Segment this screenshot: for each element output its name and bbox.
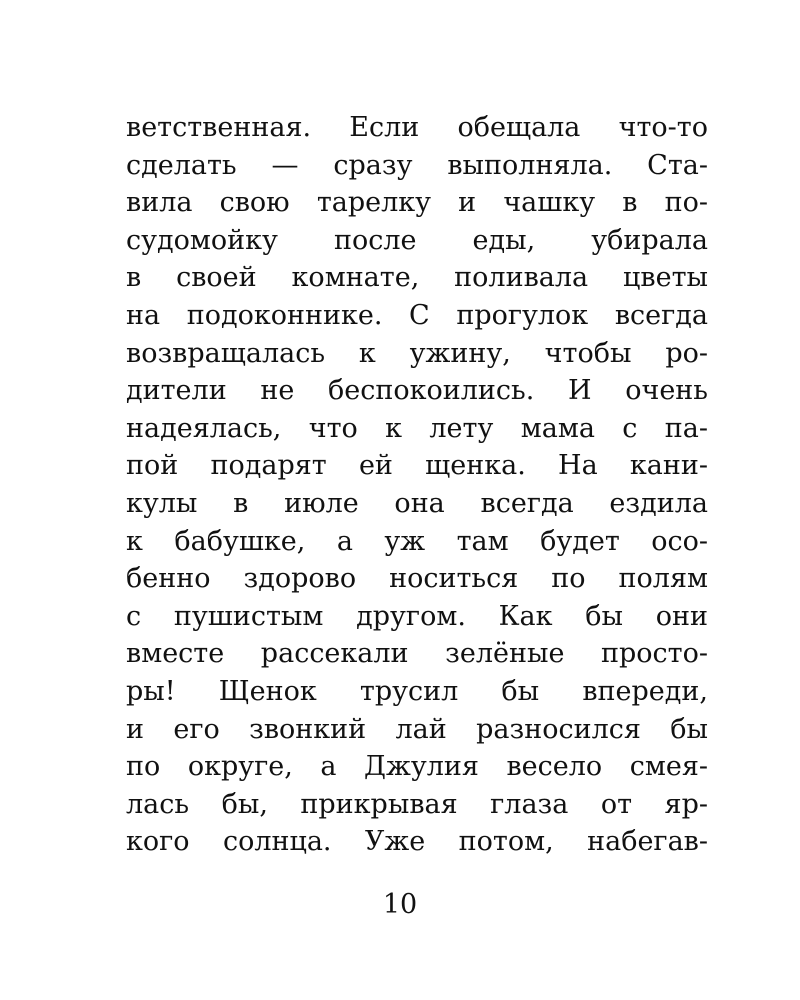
- text-line: ры! Щенок трусил бы впереди,: [126, 675, 708, 707]
- text-line: на подоконнике. С прогулок всегда: [126, 299, 708, 331]
- text-line: вила свою тарелку и чашку в по-: [126, 187, 708, 219]
- text-line: кулы в июле она всегда ездила: [126, 487, 708, 519]
- text-line: и его звонкий лай разносился бы: [126, 713, 708, 745]
- body-text: [126, 109, 708, 861]
- text-line: кого солнца. Уже потом, набегав-: [126, 826, 708, 858]
- text-line: к бабушке, а уж там будет осо-: [126, 525, 708, 557]
- page-number: 10: [382, 889, 418, 920]
- text-line: надеялась, что к лету мама с па-: [126, 412, 708, 444]
- text-line: лась бы, прикрывая глаза от яр-: [126, 788, 708, 820]
- text-line: вместе рассекали зелёные просто-: [126, 638, 708, 670]
- text-line: в своей комнате, поливала цветы: [126, 262, 708, 294]
- text-line: с пушистым другом. Как бы они: [126, 600, 708, 632]
- text-line: по округе, а Джулия весело смея-: [126, 751, 708, 783]
- text-line: ветственная. Если обещала что-то: [126, 112, 708, 143]
- text-line: пой подарят ей щенка. На кани-: [126, 450, 708, 482]
- text-line: дители не беспокоились. И очень: [126, 375, 708, 407]
- text-line: судомойку после еды, убирала: [126, 224, 708, 256]
- text-line: бенно здорово носиться по полям: [126, 563, 708, 595]
- text-line: сделать — сразу выполняла. Ста-: [126, 149, 708, 181]
- text-line: возвращалась к ужину, чтобы ро-: [126, 337, 708, 369]
